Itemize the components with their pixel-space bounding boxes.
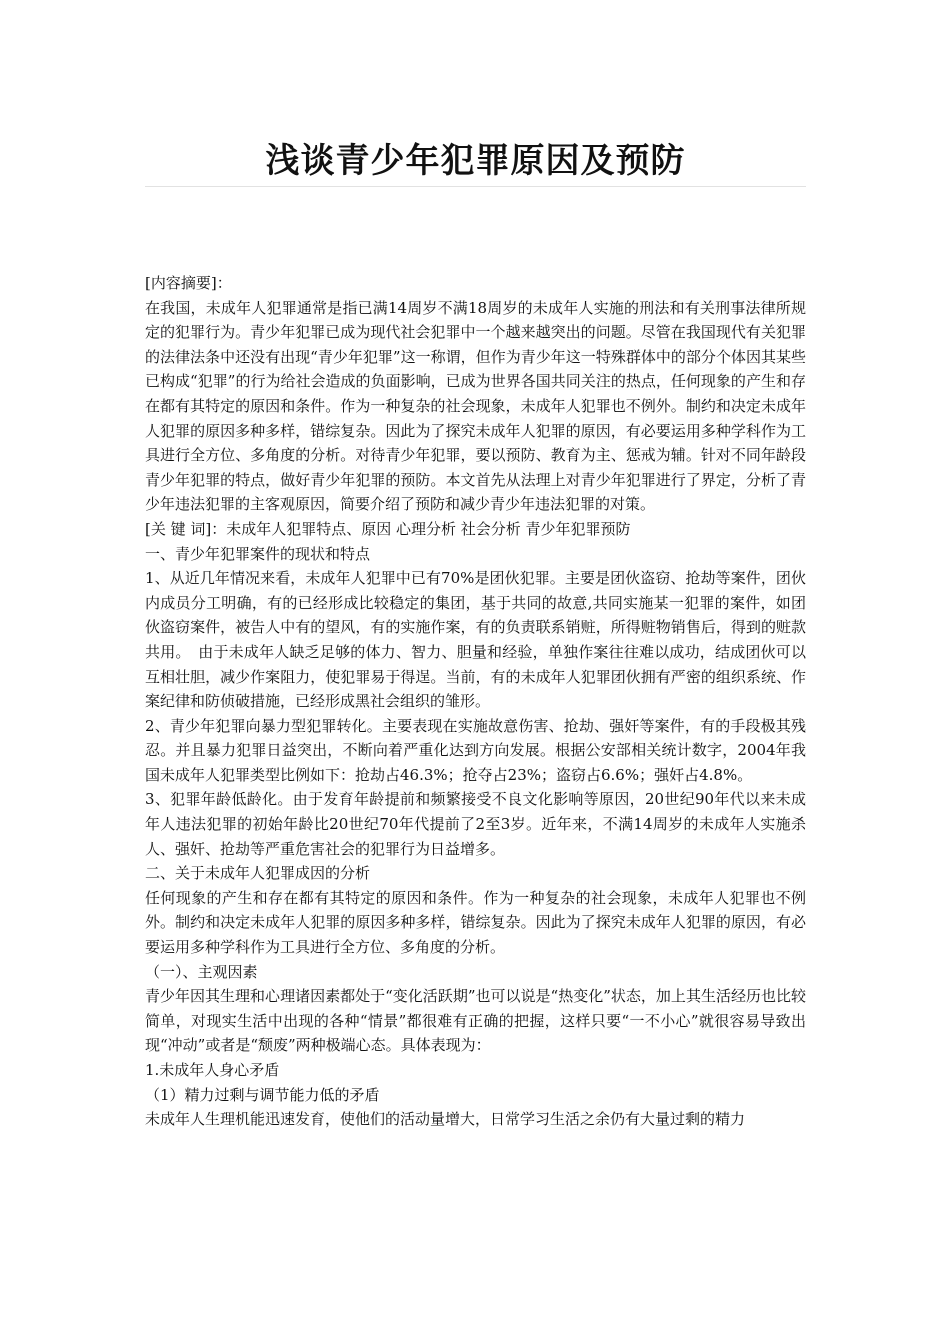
subsection-heading-subjective: （一）、主观因素: [145, 962, 258, 981]
paragraph-causes-intro: 任何现象的产生和存在都有其特定的原因和条件。作为一种复杂的社会现象，未成年人犯罪也不例外。制约和决定未成年人犯罪的原因多种多样，错综复杂。因此为了探究未成年人犯罪的原因，有必要运用多种学科作为工具进行全方位、多角度的分析。: [145, 888, 806, 957]
keywords-line: [关 键 词]：未成年人犯罪特点、原因 心理分析 社会分析 青少年犯罪预防: [145, 519, 631, 538]
title-divider: [145, 186, 806, 187]
paragraph-point-3: 3、犯罪年龄低龄化。由于发育年龄提前和频繁接受不良文化影响等原因，20世纪90年代以来未成年人违法犯罪的初始年龄比20世纪70年代提前了2至3岁。近年来，不满14周岁的未成年人实施杀人、强奸、抢劫等严重危害社会的犯罪行为日益增多。: [145, 790, 806, 858]
paragraph-energy: 未成年人生理机能迅速发育，使他们的活动量增大，日常学习生活之余仍有大量过剩的精力: [145, 1110, 746, 1129]
document-body: [145, 271, 806, 1132]
subheading-body-mind-conflict: 1.未成年人身心矛盾: [145, 1061, 280, 1079]
subheading-energy-conflict: （1）精力过剩与调节能力低的矛盾: [145, 1085, 380, 1104]
paragraph-subjective: 青少年因其生理和心理诸因素都处于“变化活跃期”也可以说是“热变化”状态，加上其生活经历也比较简单，对现实生活中出现的各种“情景”都很难有正确的把握，这样只要“一不小心”就很容易导致出现“冲动”或者是“颓废”两种极端心态。具体表现为：: [145, 987, 806, 1055]
paragraph-point-2: 2、青少年犯罪向暴力型犯罪转化。主要表现在实施故意伤害、抢劫、强奸等案件，有的手段极其残忍。并且暴力犯罪日益突出，不断向着严重化达到方向发展。根据公安部相关统计数字，2004年我国未成年人犯罪类型比例如下：抢劫占46.3%；抢夺占23%；盗窃占6.6%；强奸占4.8%。: [145, 716, 806, 784]
section-heading-2: 二、关于未成年人犯罪成因的分析: [145, 864, 371, 883]
abstract-paragraph: 在我国，未成年人犯罪通常是指已满14周岁不满18周岁的未成年人实施的刑法和有关刑事法律所规定的犯罪行为。青少年犯罪已成为现代社会犯罪中一个越来越突出的问题。尽管在我国现代有关犯罪的法律法条中还没有出现“青少年犯罪”这一称谓，但作为青少年这一特殊群体中的部分个体因其某些已构成“犯罪”的行为给社会造成的负面影响，已成为世界各国共同关注的热点，任何现象的产生和存在都有其特定的原因和条件。作为一种复杂的社会现象，未成年人犯罪也不例外。制约和决定未成年人犯罪的原因多种多样，错综复杂。因此为了探究未成年人犯罪的原因，有必要运用多种学科作为工具进行全方位、多角度的分析。对待青少年犯罪，要以预防、教育为主、惩戒为辅。针对不同年龄段青少年犯罪的特点，做好青少年犯罪的预防。本文首先从法理上对青少年犯罪进行了界定，分析了青少年违法犯罪的主客观原因，简要介绍了预防和减少青少年违法犯罪的对策。: [145, 298, 806, 514]
abstract-label: [内容摘要]：: [145, 274, 232, 292]
document-title: 浅谈青少年犯罪原因及预防: [265, 141, 686, 181]
paragraph-point-1: 1、从近几年情况来看，未成年人犯罪中已有70%是团伙犯罪。主要是团伙盗窃、抢劫等案件，团伙内成员分工明确，有的已经形成比较稳定的集团，基于共同的故意,共同实施某一犯罪的案件，如团伙盗窃案件，被告人中有的望风，有的实施作案，有的负责联系销赃，所得赃物销售后，得到的赃款共用。 由于未成年人缺乏足够的体力、智力、胆量和经验，单独作案往往难以成功，结成团伙可以互相壮胆，减少作案阻力，使犯罪易于得逞。当前，有的未成年人犯罪团伙拥有严密的组织系统、作案纪律和防侦破措施，已经形成黑社会组织的雏形。: [145, 569, 806, 711]
section-heading-1: 一、青少年犯罪案件的现状和特点: [145, 544, 371, 563]
